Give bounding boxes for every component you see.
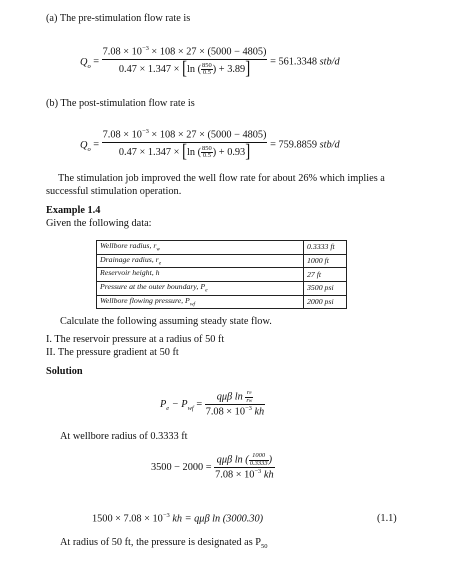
table-label-cell: Reservoir height, h [97, 268, 304, 282]
data-table [96, 240, 347, 309]
table-row [97, 254, 347, 268]
table-row [97, 295, 347, 309]
conclusion-paragraph: The stimulation job improved the well flow rate for about 26% which implies a successful stimulation operation. [46, 173, 385, 198]
solution-heading: Solution [46, 366, 83, 377]
eq-lhs: $Q_o$ [80, 56, 91, 70]
table-value-cell: 3500 psi [304, 282, 347, 296]
equation-number: (1.1) [377, 513, 397, 524]
example-heading: Example 1.4 [46, 205, 101, 216]
task-item-2: II. The pressure gradient at 50 ft [46, 347, 179, 358]
table-label-cell: Drainage radius, $r_e$ [97, 254, 304, 268]
last-line: At radius of 50 ft, the pressure is designated as $P_{50}$ [60, 537, 268, 551]
eq-fraction: $7.08 \times 10^{-3} \times 108 \times 27 \times (5000 - 4805)$ 0.47 × 1.347 × [ln ( $\frac{850}{0.5}$ ) + 0.93] [102, 128, 267, 162]
wellbore-text: At wellbore radius of 0.3333 ft [60, 431, 188, 442]
table-label-cell: Wellbore radius, $r_w$ [97, 241, 304, 255]
table-value-cell: 0.3333 ft [304, 241, 347, 255]
task-text: Calculate the following assuming steady state flow. [60, 316, 272, 327]
task-item-1: I. The reservoir pressure at a radius of 50 ft [46, 334, 225, 345]
table-row [97, 268, 347, 282]
eq-fraction: $7.08 \times 10^{-3} \times 108 \times 27 \times (5000 - 4805)$ 0.47 × 1.347 × [ln ( $\frac{850}{0.5}$ ) + 3.89] [102, 45, 267, 79]
part-b-label: (b) The post-stimulation flow rate is [46, 98, 195, 109]
example-intro: Given the following data: [46, 218, 152, 229]
table-row [97, 282, 347, 296]
equation-post-stimulation: $Q_o$ = $7.08 \times 10^{-3} \times 108 \times 27 \times (5000 - 4805)$ 0.47 × 1.347 × [ln ( $\frac{850}{0.5}$ ) + 0.93] = 759.8859 stb/d [80, 128, 340, 162]
equation-pre-stimulation: $Q_o$ = $7.08 \times 10^{-3} \times 108 \times 27 \times (5000 - 4805)$ 0.47 × 1.347 × [ln ( $\frac{850}{0.5}$ ) + 3.89] = 561.3348 stb/d [80, 45, 340, 79]
table-value-cell: 2000 psi [304, 295, 347, 309]
table-label-cell: Pressure at the outer boundary, $P_e$ [97, 282, 304, 296]
table-value-cell: 1000 ft [304, 254, 347, 268]
table-label-cell: Wellbore flowing pressure, $P_{wf}$ [97, 295, 304, 309]
eq-lhs: $Q_o$ [80, 139, 91, 153]
equation-pressure-drop: $P_e - P_{wf}$ = qμβ ln $\frac{re}{rw}$ $7.08 \times 10^{-3}$ kh [160, 389, 265, 418]
equation-wellbore: 3500 − 2000 = qμβ ln ( $\frac{1000}{0.3333}$ ) $7.08 \times 10^{-3}$ kh [151, 452, 274, 481]
table-value-cell: 27 ft [304, 268, 347, 282]
table-row [97, 241, 347, 255]
part-a-label: (a) The pre-stimulation flow rate is [46, 13, 191, 24]
equation-1-1: $1500 \times 7.08 \times 10^{-3}$ kh = qμβ ln (3000.30) [92, 512, 264, 525]
